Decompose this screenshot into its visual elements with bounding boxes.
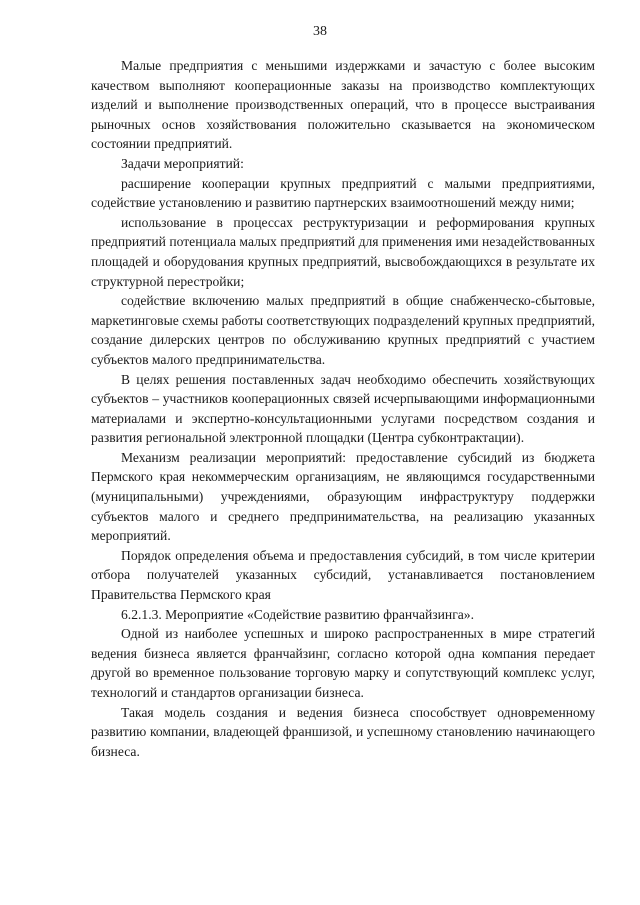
document-body [91, 56, 595, 761]
paragraph: Механизм реализации мероприятий: предоставление субсидий из бюджета Пермского края некоммерческим организациям, не являющимся государственными (муниципальными) учреждениями, образующим инфраструктуру поддержки субъектов малого и среднего предпринимательства, на реализацию указанных мероприятий. [91, 449, 595, 544]
paragraph: Малые предприятия с меньшими издержками и зачастую с более высоким качеством выполняют кооперационные заказы на производство комплектующих изделий и выполнение производственных операций, что в процессе выстраивания рыночных основ хозяйствования положительно сказывается на экономическом состоянии предприятий. [91, 58, 595, 152]
paragraph: Одной из наиболее успешных и широко распространенных в мире стратегий ведения бизнеса является франчайзинг, согласно которой одна компания передает другой во временное пользование торговую марку и сопутствующий комплекс услуг, технологий и стандартов организации бизнеса. [91, 626, 595, 700]
paragraph: В целях решения поставленных задач необходимо обеспечить хозяйствующих субъектов – участников кооперационных связей исчерпывающими информационными материалами и экспертно-консультационными услугами посредством создания и развития региональной электронной площадки (Центра субконтрактации). [91, 371, 595, 446]
page-number: 38 [313, 24, 327, 39]
paragraph: Порядок определения объема и предоставления субсидий, в том числе критерии отбора получателей указанных субсидий, устанавливается постановлением Правительства Пермского края [91, 547, 595, 603]
paragraph: Такая модель создания и ведения бизнеса способствует одновременному развитию компании, владеющей франшизой, и успешному становлению начинающего бизнеса. [91, 704, 595, 759]
paragraph: Задачи мероприятий: [121, 155, 244, 171]
paragraph: использование в процессах реструктуризации и реформирования крупных предприятий потенциала малых предприятий для применения ими незадействованных площадей и оборудования крупных предприятий, высвобождающихся в результате их структурной перестройки; [91, 214, 595, 289]
section-heading: 6.2.1.3. Мероприятие «Содействие развитию франчайзинга». [121, 606, 474, 622]
paragraph: содействие включению малых предприятий в общие снабженческо-сбытовые, маркетинговые схемы работы соответствующих подразделений крупных предприятий, создание дилерских центров по обслуживанию крупных предприятий с участием субъектов малого предпринимательства. [91, 293, 595, 367]
paragraph: расширение кооперации крупных предприятий с малыми предприятиями, содействие установлению и развитию партнерских взаимоотношений между ними; [91, 175, 595, 211]
